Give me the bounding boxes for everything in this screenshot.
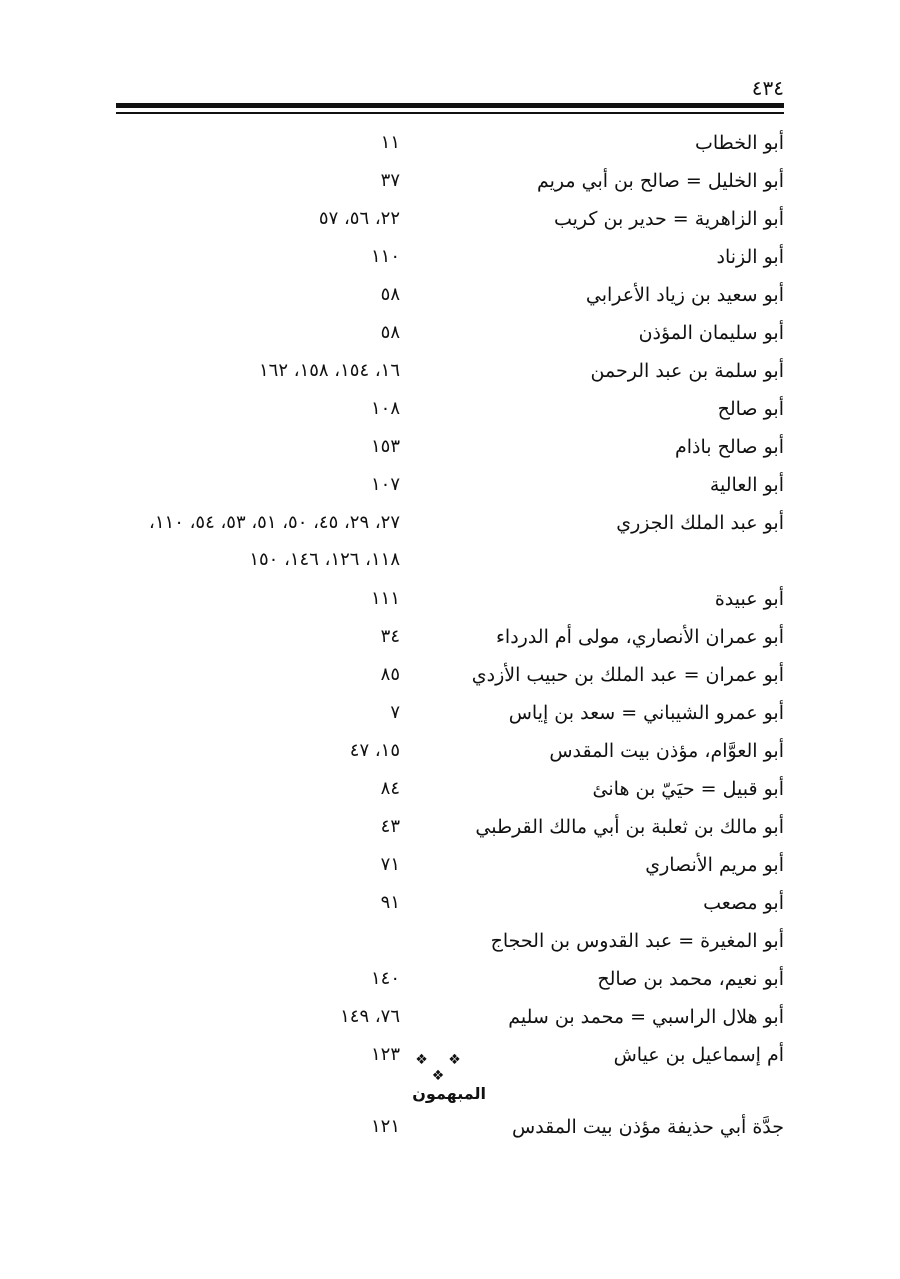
index-entry bbox=[0, 732, 900, 770]
index-entry bbox=[0, 808, 900, 846]
index-entry bbox=[0, 124, 900, 162]
index-entry bbox=[0, 770, 900, 808]
entry-name: أبو مالك بن ثعلبة بن أبي مالك القرطبي bbox=[475, 816, 784, 838]
entry-pages: ٧ bbox=[390, 702, 400, 723]
entry-name: أبو صالح bbox=[717, 398, 784, 420]
entry-pages: ١٠٧ bbox=[370, 474, 400, 495]
entry-pages: ٢٧، ٢٩، ٤٥، ٥٠، ٥١، ٥٣، ٥٤، ١١٠، ١١٨، ١٢٦، ١٤٦، ١٥٠ bbox=[149, 512, 400, 570]
entry-name: أبو العوَّام، مؤذن بيت المقدس bbox=[549, 740, 784, 762]
entry-name: أبو عبيدة bbox=[714, 588, 784, 610]
entry-pages: ١١ bbox=[380, 132, 400, 153]
index-entry bbox=[0, 504, 900, 580]
entry-pages: ١٠٨ bbox=[370, 398, 400, 419]
entry-pages: ١٦، ١٥٤، ١٥٨، ١٦٢ bbox=[259, 360, 400, 381]
entry-pages: ٨٥ bbox=[380, 664, 400, 685]
index-entry bbox=[0, 1108, 900, 1146]
entry-name: أبو سعيد بن زياد الأعرابي bbox=[585, 284, 784, 306]
index-entry bbox=[0, 238, 900, 276]
entry-name: أبو قبيل = حيَيّ بن هانئ bbox=[592, 778, 784, 800]
index-entry bbox=[0, 656, 900, 694]
index-entry bbox=[0, 276, 900, 314]
header-rule-thick bbox=[116, 103, 784, 108]
entry-name: أبو عبد الملك الجزري bbox=[616, 512, 784, 534]
section-heading: المبهمون bbox=[412, 1084, 486, 1103]
entry-name: أبو نعيم، محمد بن صالح bbox=[597, 968, 784, 990]
entry-pages: ٥٨ bbox=[380, 322, 400, 343]
index-entry bbox=[0, 466, 900, 504]
entry-name: أبو هلال الراسبي = محمد بن سليم bbox=[508, 1006, 784, 1028]
entry-pages: ١٤٠ bbox=[370, 968, 400, 989]
index-entry bbox=[0, 998, 900, 1036]
index-entry bbox=[0, 162, 900, 200]
entry-pages: ٣٧ bbox=[380, 170, 400, 191]
entry-pages: ١٢١ bbox=[370, 1116, 400, 1137]
index-entry bbox=[0, 352, 900, 390]
entry-pages: ١٥٣ bbox=[370, 436, 400, 457]
entry-name: أبو سلمة بن عبد الرحمن bbox=[590, 360, 784, 382]
entry-name: أبو عمران = عبد الملك بن حبيب الأزدي bbox=[471, 664, 784, 686]
entry-name: أم إسماعيل بن عياش bbox=[613, 1044, 784, 1066]
entry-name: أبو سليمان المؤذن bbox=[638, 322, 784, 344]
entry-pages: ١١١ bbox=[370, 588, 400, 609]
entry-pages: ٩١ bbox=[380, 892, 400, 913]
entry-name: أبو الخطاب bbox=[694, 132, 784, 154]
entry-name: أبو الزاهرية = حدير بن كريب bbox=[553, 208, 784, 230]
entry-pages: ١٢٣ bbox=[370, 1044, 400, 1065]
header-rule-thin bbox=[116, 112, 784, 114]
entry-pages: ٥٨ bbox=[380, 284, 400, 305]
index-entry bbox=[0, 428, 900, 466]
index-entry bbox=[0, 314, 900, 352]
entry-name: أبو المغيرة = عبد القدوس بن الحجاج bbox=[490, 930, 784, 952]
entry-name: أبو الزناد bbox=[716, 246, 784, 268]
entry-name: أبو العالية bbox=[709, 474, 784, 496]
entry-name: أبو عمران الأنصاري، مولى أم الدرداء bbox=[495, 626, 784, 648]
index-entry bbox=[0, 960, 900, 998]
section-entries bbox=[0, 1108, 900, 1146]
entry-name: أبو عمرو الشيباني = سعد بن إياس bbox=[508, 702, 784, 724]
entry-pages: ٨٤ bbox=[380, 778, 400, 799]
entry-pages: ٣٤ bbox=[380, 626, 400, 647]
entry-pages: ٢٢، ٥٦، ٥٧ bbox=[318, 208, 400, 229]
entry-name: أبو مريم الأنصاري bbox=[645, 854, 784, 876]
entry-pages: ٤٣ bbox=[380, 816, 400, 837]
page-number: ٤٣٤ bbox=[751, 76, 784, 100]
entry-name: أبو الخليل = صالح بن أبي مريم bbox=[536, 170, 784, 192]
entry-name: أبو صالح باذام bbox=[674, 436, 784, 458]
index-entry bbox=[0, 846, 900, 884]
index-entry bbox=[0, 618, 900, 656]
entry-pages: ١٥، ٤٧ bbox=[349, 740, 400, 761]
entry-pages: ٧٦، ١٤٩ bbox=[340, 1006, 400, 1027]
entry-pages: ١١٠ bbox=[370, 246, 400, 267]
entry-name: أبو مصعب bbox=[703, 892, 784, 914]
index-entry bbox=[0, 922, 900, 960]
index-entry bbox=[0, 580, 900, 618]
section-ornament: ❖ ❖ ❖ bbox=[415, 1052, 469, 1084]
entry-name: جدَّة أبي حذيفة مؤذن بيت المقدس bbox=[512, 1116, 784, 1138]
index-entry bbox=[0, 694, 900, 732]
index-entry bbox=[0, 884, 900, 922]
index-entry bbox=[0, 390, 900, 428]
entry-pages: ٧١ bbox=[380, 854, 400, 875]
index-entry bbox=[0, 200, 900, 238]
index-entries bbox=[0, 124, 900, 1074]
